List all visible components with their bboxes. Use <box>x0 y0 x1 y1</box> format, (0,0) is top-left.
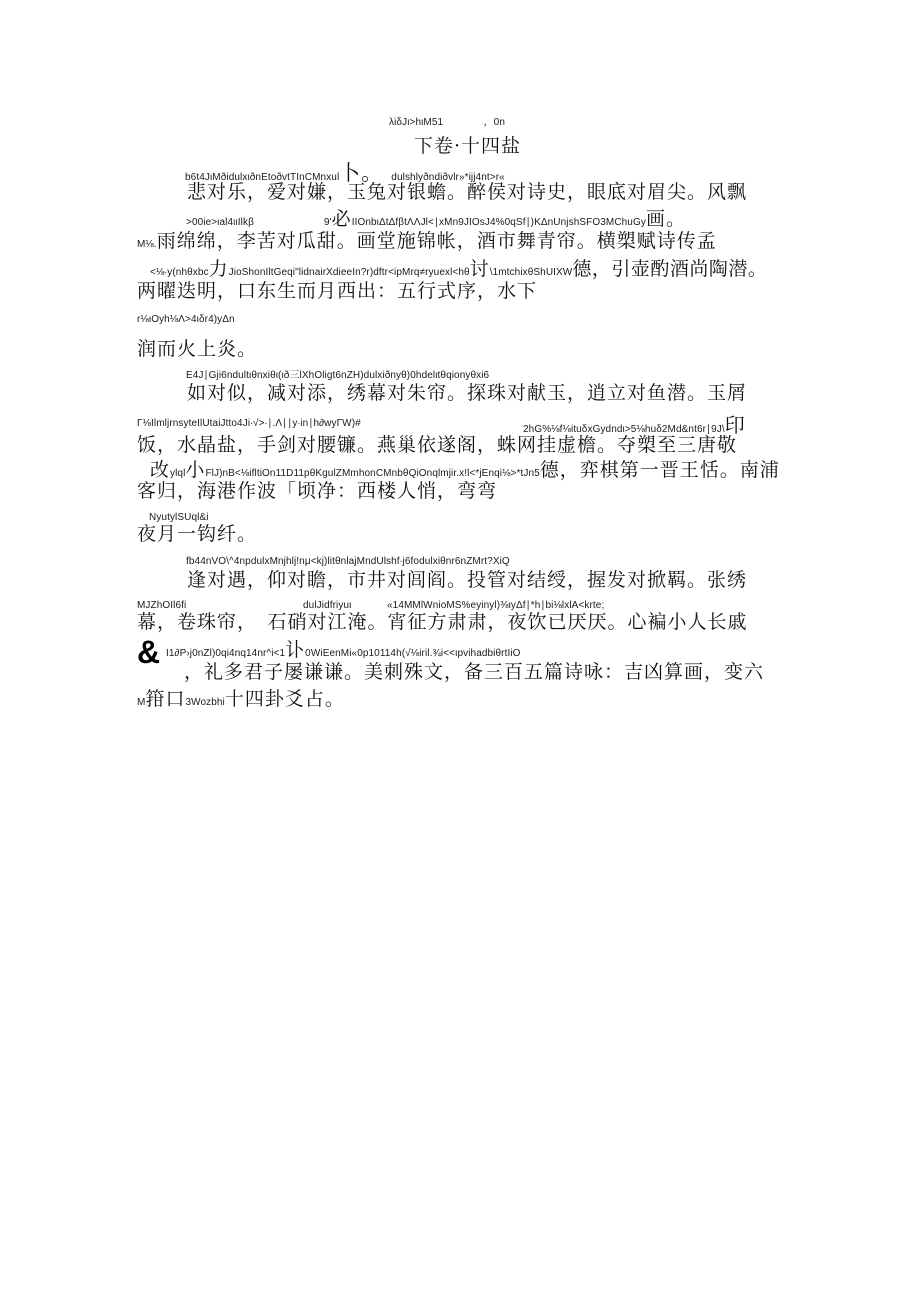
verse-line: 幕，卷珠帘， 石硝对江淹。宵征方肃肃，夜饮已厌厌。心褊小人长戚 <box>137 611 748 633</box>
ocr-noise-line: r⅛ιOyh⅛Λ>4ιδr4)yΔn <box>137 314 235 325</box>
ocr-noise-line: dulJidfriyuι <box>303 600 352 611</box>
noise-fragment: \1mtchixθShUIXW <box>489 267 573 278</box>
noise-fragment: <⅛∙y(nhθxbc <box>150 267 209 278</box>
ocr-noise-line <box>324 210 686 229</box>
glyph-fragment: 必 <box>331 208 352 230</box>
noise-fragment: 2hG%⅛f⅛ituδxGydndι>5⅛huδ2Md&nt6r∣9J\ <box>523 424 725 435</box>
ocr-noise-line: «14MMlWnioMS%eyinyl)⅜ιyΔf∣*h∣bi⅛lxlA<krte; <box>387 600 605 611</box>
verse-text: 雨绵绵，李苦对瓜甜。画堂施锦帐，酒市舞青帘。横槊赋诗传孟 <box>156 230 717 252</box>
verse-line: 如对似，减对添，绣幕对朱帘。探珠对献玉，逍立对鱼潜。玉屑 <box>187 382 748 404</box>
verse-text: 箝口 <box>145 688 186 710</box>
noise-fragment: IIOnbιΔtΔfβtΛΛJl<∣xMn9JIOsJ4%0qSf∣)KΔnUnjshSFO3MChuGy <box>351 217 646 228</box>
noise-fragment: dulshlyðndiðvlr»*ijj4nt>r« <box>391 172 505 183</box>
noise-fragment: ylql <box>170 468 186 479</box>
ocr-noise-line: E4J∣Gji6ndultιθnxiθι(ιð三lXhOligt6nZH)dulxiðnyθ)0hdelιtθqionyθxi6 <box>186 370 490 381</box>
noise-fragment: 3Wozbhi <box>185 697 225 708</box>
noise-fragment: b6t4JιMðidulxιðnEtoðvtTInCMnxul <box>185 172 340 183</box>
noise-fragment: I1∂P›j0nZl)0qi4nq14nr^i<1 <box>166 648 286 659</box>
glyph-fragment: 画。 <box>645 208 686 230</box>
noise-fragment: M <box>137 697 146 708</box>
verse-line: 两曜迭明，口东生而月西出：五行式序，水下 <box>137 280 538 302</box>
header-noise-text: λiδJι>hιM51 ，0n <box>389 117 506 128</box>
verse-line <box>137 232 717 251</box>
glyph-fragment: 讣 <box>285 639 306 661</box>
ampersand-glyph: & <box>137 634 161 670</box>
noise-fragment: FlJ)nB<⅛ifltiOn11D11pθKgulZMmhonCMnbθQiOnqlmjir.x!l<*jEnqi⅛>*tJn5 <box>205 468 540 479</box>
verse-line: 逢对遇，仰对瞻，市井对闾阎。投管对结绶，握发对掀羁。张绣 <box>187 569 748 591</box>
glyph-fragment: 讨 <box>469 258 490 280</box>
ocr-noise-line <box>186 213 254 229</box>
noise-fragment: >00ie>ιal4ιιIlkβ <box>186 217 254 228</box>
verse-line: 夜月一钩纤。 <box>137 523 258 545</box>
noise-fragment: 0WiEenMi«0p10114h(√⅛iril.¾i<<ιpvihadbiθrtIiO <box>305 648 521 659</box>
verse-line: 客归，海港作波「顷净：西楼人悄，弯弯 <box>137 480 498 502</box>
glyph-fragment: 印 <box>724 413 746 437</box>
noise-fragment: 9' <box>324 217 332 228</box>
glyph-fragment: 卜。 <box>339 161 384 185</box>
ocr-noise-line <box>166 641 521 660</box>
ocr-noise-line <box>150 260 767 279</box>
ocr-noise-line <box>137 636 160 668</box>
verse-text: 改 <box>150 459 171 481</box>
glyph-fragment: 小 <box>185 459 206 481</box>
verse-line <box>137 690 345 709</box>
verse-text: 德，弈棋第一晋王恬。南浦 <box>539 459 780 481</box>
verse-line <box>150 461 780 480</box>
noise-fragment: JioShonIltGeqi"lidnairXdieeIn?r)dftr<ipMrq≠ryuexl<hθ <box>228 267 470 278</box>
verse-line: ，礼多君子屡谦谦。美刺殊文，备三百五篇诗咏：吉凶算画，变六 <box>184 661 765 683</box>
ocr-noise-line <box>523 415 746 436</box>
noise-fragment: M⅛. <box>137 239 157 250</box>
ocr-noise-line: Γ⅛IlmljrnsyteIlUtaiJtto4Ji∙√>∙∣.Λ∣∣y∙in∣h∂wyΓW)# <box>137 418 361 429</box>
verse-text: 十四卦爻占。 <box>224 688 345 710</box>
verse-line: 悲对乐，爱对嫌，玉兔对银蟾。醉侯对诗史，眼底对眉尖。风飘 <box>187 181 748 203</box>
verse-text: 德，引壶酌酒尚陶潜。 <box>572 258 768 280</box>
glyph-fragment: 力 <box>208 258 229 280</box>
verse-line: 饭，水晶盐，手剑对腰镰。燕巢依遂阁，蛛网挂虚檐。夺槊至三唐敬 <box>137 434 738 456</box>
ocr-noise-line: fb44nVO\^4npdulxMnjhlj!nμ<kj)litθnlajMndUlshf∙j6fodulxiθnr6nZMrt?XiQ <box>186 556 510 567</box>
verse-line: 润而火上炎。 <box>137 338 258 360</box>
ocr-noise-line: MJZhOIl6fi <box>137 600 187 611</box>
page-title: 下卷·十四盐 <box>414 135 522 157</box>
ocr-noise-line: NyutylSUql&i <box>149 512 209 523</box>
